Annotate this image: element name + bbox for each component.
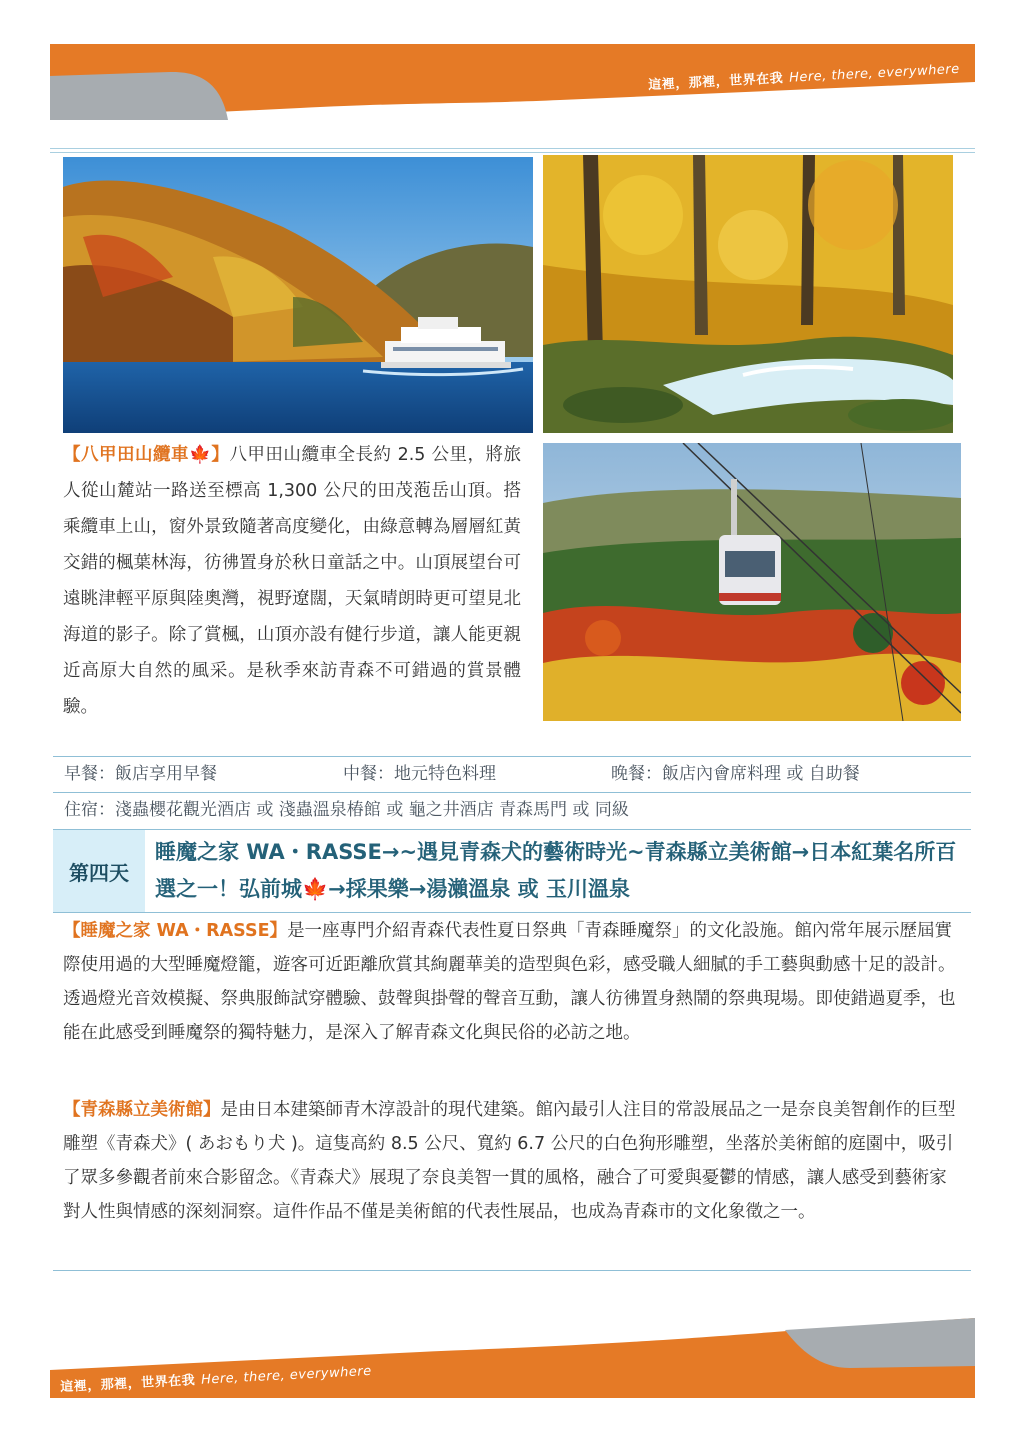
header-banner: [0, 40, 1024, 160]
content-bottom-rule: [53, 1270, 971, 1271]
header-rule-2: [50, 152, 975, 153]
footer-banner-shape: [0, 1310, 1024, 1410]
wa-rasse-body: 是一座專門介紹青森代表性夏日祭典「青森睡魔祭」的文化設施。館內常年展示歷屆實際使用過的大型睡魔燈籠，遊客可近距離欣賞其絢麗華美的造型與色彩，感受職人細膩的手工藝與動感十足的設計。透過燈光音效模擬、祭典服飾試穿體驗、鼓聲與掛聲的聲音互動，讓人彷彿置身熱鬧的祭典現場。即使錯過夏季，也能在此感受到睡魔祭的獨特魅力，是深入了解青森文化與民俗的必訪之地。: [63, 921, 956, 1043]
breakfast-text: 早餐：飯店享用早餐: [64, 764, 217, 784]
museum-paragraph: [63, 1093, 963, 1229]
cable-car-paragraph: [63, 437, 521, 725]
lodging-text: 住宿：淺蟲櫻花觀光酒店 或 淺蟲溫泉椿館 或 龜之井酒店 青森馬門 或 同級: [64, 800, 629, 820]
museum-body: 是由日本建築師青木淳設計的現代建築。館內最引人注目的常設展品之一是奈良美智創作的巨型雕塑《青森犬》( あおもり犬 )。這隻高約 8.5 公尺、寬約 6.7 公尺的白色狗形雕塑，坐落於美術館的庭園中，吸引了眾多參觀者前來合影留念。《青森犬》展現了奈良美智一貫的風格，融合了可愛與憂鬱的情感，讓人感受到藝術家對人性與情感的深刻洞察。這件作品不僅是美術館的代表性展品，也成為青森市的文化象徵之一。: [63, 1100, 956, 1222]
header-rule: [50, 148, 975, 149]
oirase-stream-photo: [543, 155, 953, 433]
cable-car-heading-close: 】: [211, 445, 230, 465]
day-title-part2: →採果樂→湯瀨溫泉 或 玉川溫泉: [328, 877, 630, 901]
day-label: 第四天: [53, 830, 145, 912]
meals-row: [53, 756, 971, 792]
museum-heading: 【青森縣立美術館】: [63, 1100, 221, 1120]
hakkoda-ropeway-photo: [543, 443, 961, 721]
day-title: [155, 834, 965, 908]
wa-rasse-heading: 【睡魔之家 WA・RASSE】: [63, 921, 288, 941]
day-title-part1: 睡魔之家 WA・RASSE→~遇見青森犬的藝術時光~青森縣立美術館→日本紅葉名所百選之一！弘前城: [155, 840, 957, 901]
footer-slogan-en: Here, there, everywhere: [200, 1363, 373, 1388]
day-header: [53, 829, 971, 913]
lunch-text: 中餐：地元特色料理: [343, 764, 496, 784]
cable-car-body: 八甲田山纜車全長約 2.5 公里，將旅人從山麓站一路送至標高 1,300 公尺的田茂萢岳山頂。搭乘纜車上山，窗外景致隨著高度變化，由綠意轉為層層紅黃交錯的楓葉林海，彷彿置身於秋日童話之中。山頂展望台可遠眺津輕平原與陸奧灣，視野遼闊，天氣晴朗時更可望見北海道的影子。除了賞楓，山頂亦設有健行步道，讓人能更親近高原大自然的風采。是秋季來訪青森不可錯過的賞景體驗。: [63, 445, 522, 717]
lodging-row: [53, 792, 971, 828]
maple-leaf-icon: 🍁: [302, 877, 329, 901]
wa-rasse-paragraph: [63, 914, 963, 1050]
cable-car-heading: 【八甲田山纜車: [63, 445, 190, 465]
dinner-text: 晚餐：飯店內會席料理 或 自助餐: [611, 764, 860, 784]
footer-slogan-zh: 這裡，那裡，世界在我: [59, 1373, 196, 1396]
maple-leaf-icon: 🍁: [189, 445, 212, 465]
header-banner-shape: [0, 40, 1024, 140]
header-slogan-en: Here, there, everywhere: [788, 61, 961, 86]
lake-towada-ferry-photo: [63, 157, 533, 433]
footer-banner: [0, 1310, 1024, 1430]
header-slogan-zh: 這裡，那裡，世界在我: [647, 71, 784, 94]
